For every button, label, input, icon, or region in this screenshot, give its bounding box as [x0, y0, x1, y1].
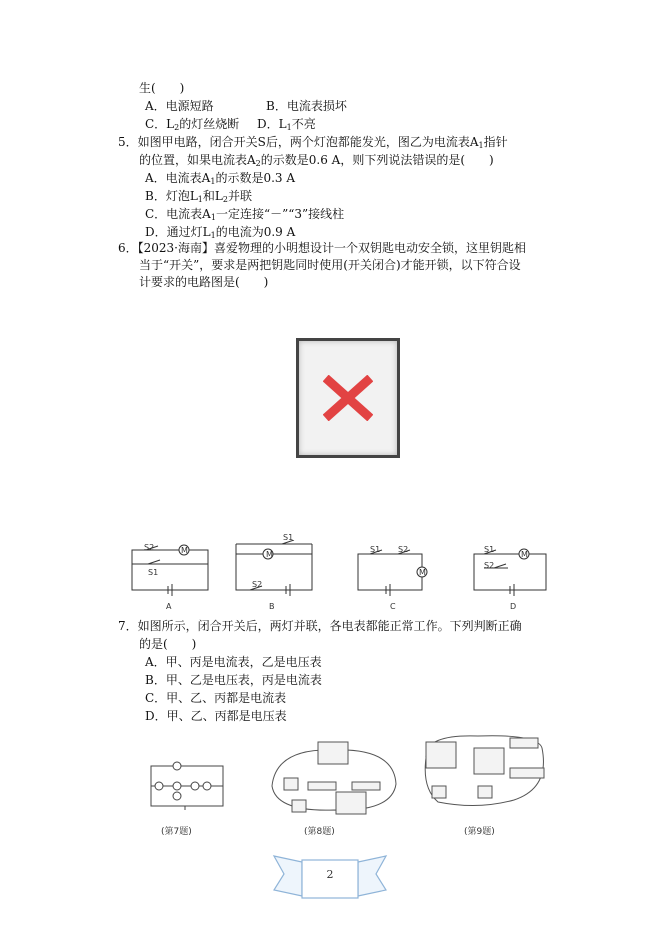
- q7-option-b: B．甲、乙是电压表，丙是电流表: [145, 673, 322, 687]
- q5-option-d: D．通过灯$L_1$的电流为0.9 A: [145, 225, 296, 240]
- q4-option-c: C．$L_2$的灯丝烧断: [145, 117, 240, 132]
- q5-line-1: 5．如图甲电路，闭合开关S后，两个灯泡都能发光，图乙为电流表$A_1$指针: [118, 135, 508, 150]
- circuit-d-s1-label: S1: [484, 545, 495, 554]
- circuit-c-s1-label: S1: [370, 545, 381, 554]
- circuit-b-s1-label: S1: [283, 533, 294, 542]
- figure-7-circuit: [145, 760, 229, 814]
- figure-9-caption: (第9题): [464, 827, 495, 837]
- figure-9-circuit: [418, 728, 554, 820]
- q7-line-2: 的是( ): [139, 637, 197, 651]
- figure-8-circuit: [266, 738, 402, 818]
- circuit-b-motor-label: M: [266, 550, 273, 559]
- circuit-a-s2-label: S2: [144, 543, 155, 552]
- q4-option-d: D．$L_1$不亮: [257, 117, 316, 132]
- circuit-a-motor-label: M: [181, 546, 188, 555]
- circuit-b-s2-label: S2: [252, 580, 263, 589]
- circuit-c: [358, 550, 427, 596]
- q5-option-b: B．灯泡$L_1$和$L_2$并联: [145, 189, 252, 204]
- q7-option-c: C．甲、乙、丙都是电流表: [145, 691, 287, 705]
- broken-image-placeholder: [296, 338, 400, 458]
- circuit-d-s2-label: S2: [484, 561, 495, 570]
- q4-option-b: B．电流表损坏: [266, 99, 347, 113]
- circuit-d-motor-label: M: [521, 550, 528, 559]
- q4-stem-tail: 生( ): [139, 81, 185, 95]
- q5-option-a: A．电流表$A_1$的示数是0.3 A: [145, 171, 296, 186]
- circuit-c-s2-label: S2: [398, 545, 409, 554]
- q5-line-2: 的位置，如果电流表$A_2$的示数是0.6 A，则下列说法错误的是( ): [139, 153, 494, 168]
- circuit-c-label: C: [390, 602, 396, 611]
- q6-line-2: 当于“开关”，要求是两把钥匙同时使用(开关闭合)才能开锁，以下符合设: [139, 258, 521, 272]
- circuit-d-label: D: [510, 602, 517, 611]
- circuit-a-s1-label: S1: [148, 568, 159, 577]
- circuit-c-motor-label: M: [419, 568, 426, 577]
- q7-line-1: 7．如图所示，闭合开关后，两灯并联，各电表都能正常工作。下列判断正确: [118, 619, 522, 633]
- figure-8-caption: (第8题): [304, 827, 335, 837]
- q6-line-3: 计要求的电路图是( ): [139, 275, 269, 289]
- circuit-a: [132, 545, 208, 596]
- broken-image-x-icon: [323, 375, 373, 421]
- q4-option-a: A．电源短路: [145, 99, 214, 113]
- figure-7-caption: (第7题): [161, 827, 192, 837]
- page-number: 2: [326, 868, 334, 881]
- q7-option-d: D．甲、乙、丙都是电压表: [145, 709, 287, 723]
- circuit-b: [236, 540, 312, 596]
- circuit-a-label: A: [166, 602, 172, 611]
- circuit-d: [474, 549, 546, 596]
- q7-option-a: A．甲、丙是电流表，乙是电压表: [145, 655, 322, 669]
- q5-option-c: C．电流表$A_1$一定连接“－”“3”接线柱: [145, 207, 345, 222]
- circuit-b-label: B: [269, 602, 275, 611]
- q6-line-1: 6．【2023·海南】喜爱物理的小明想设计一个双钥匙电动安全锁，这里钥匙相: [118, 241, 526, 255]
